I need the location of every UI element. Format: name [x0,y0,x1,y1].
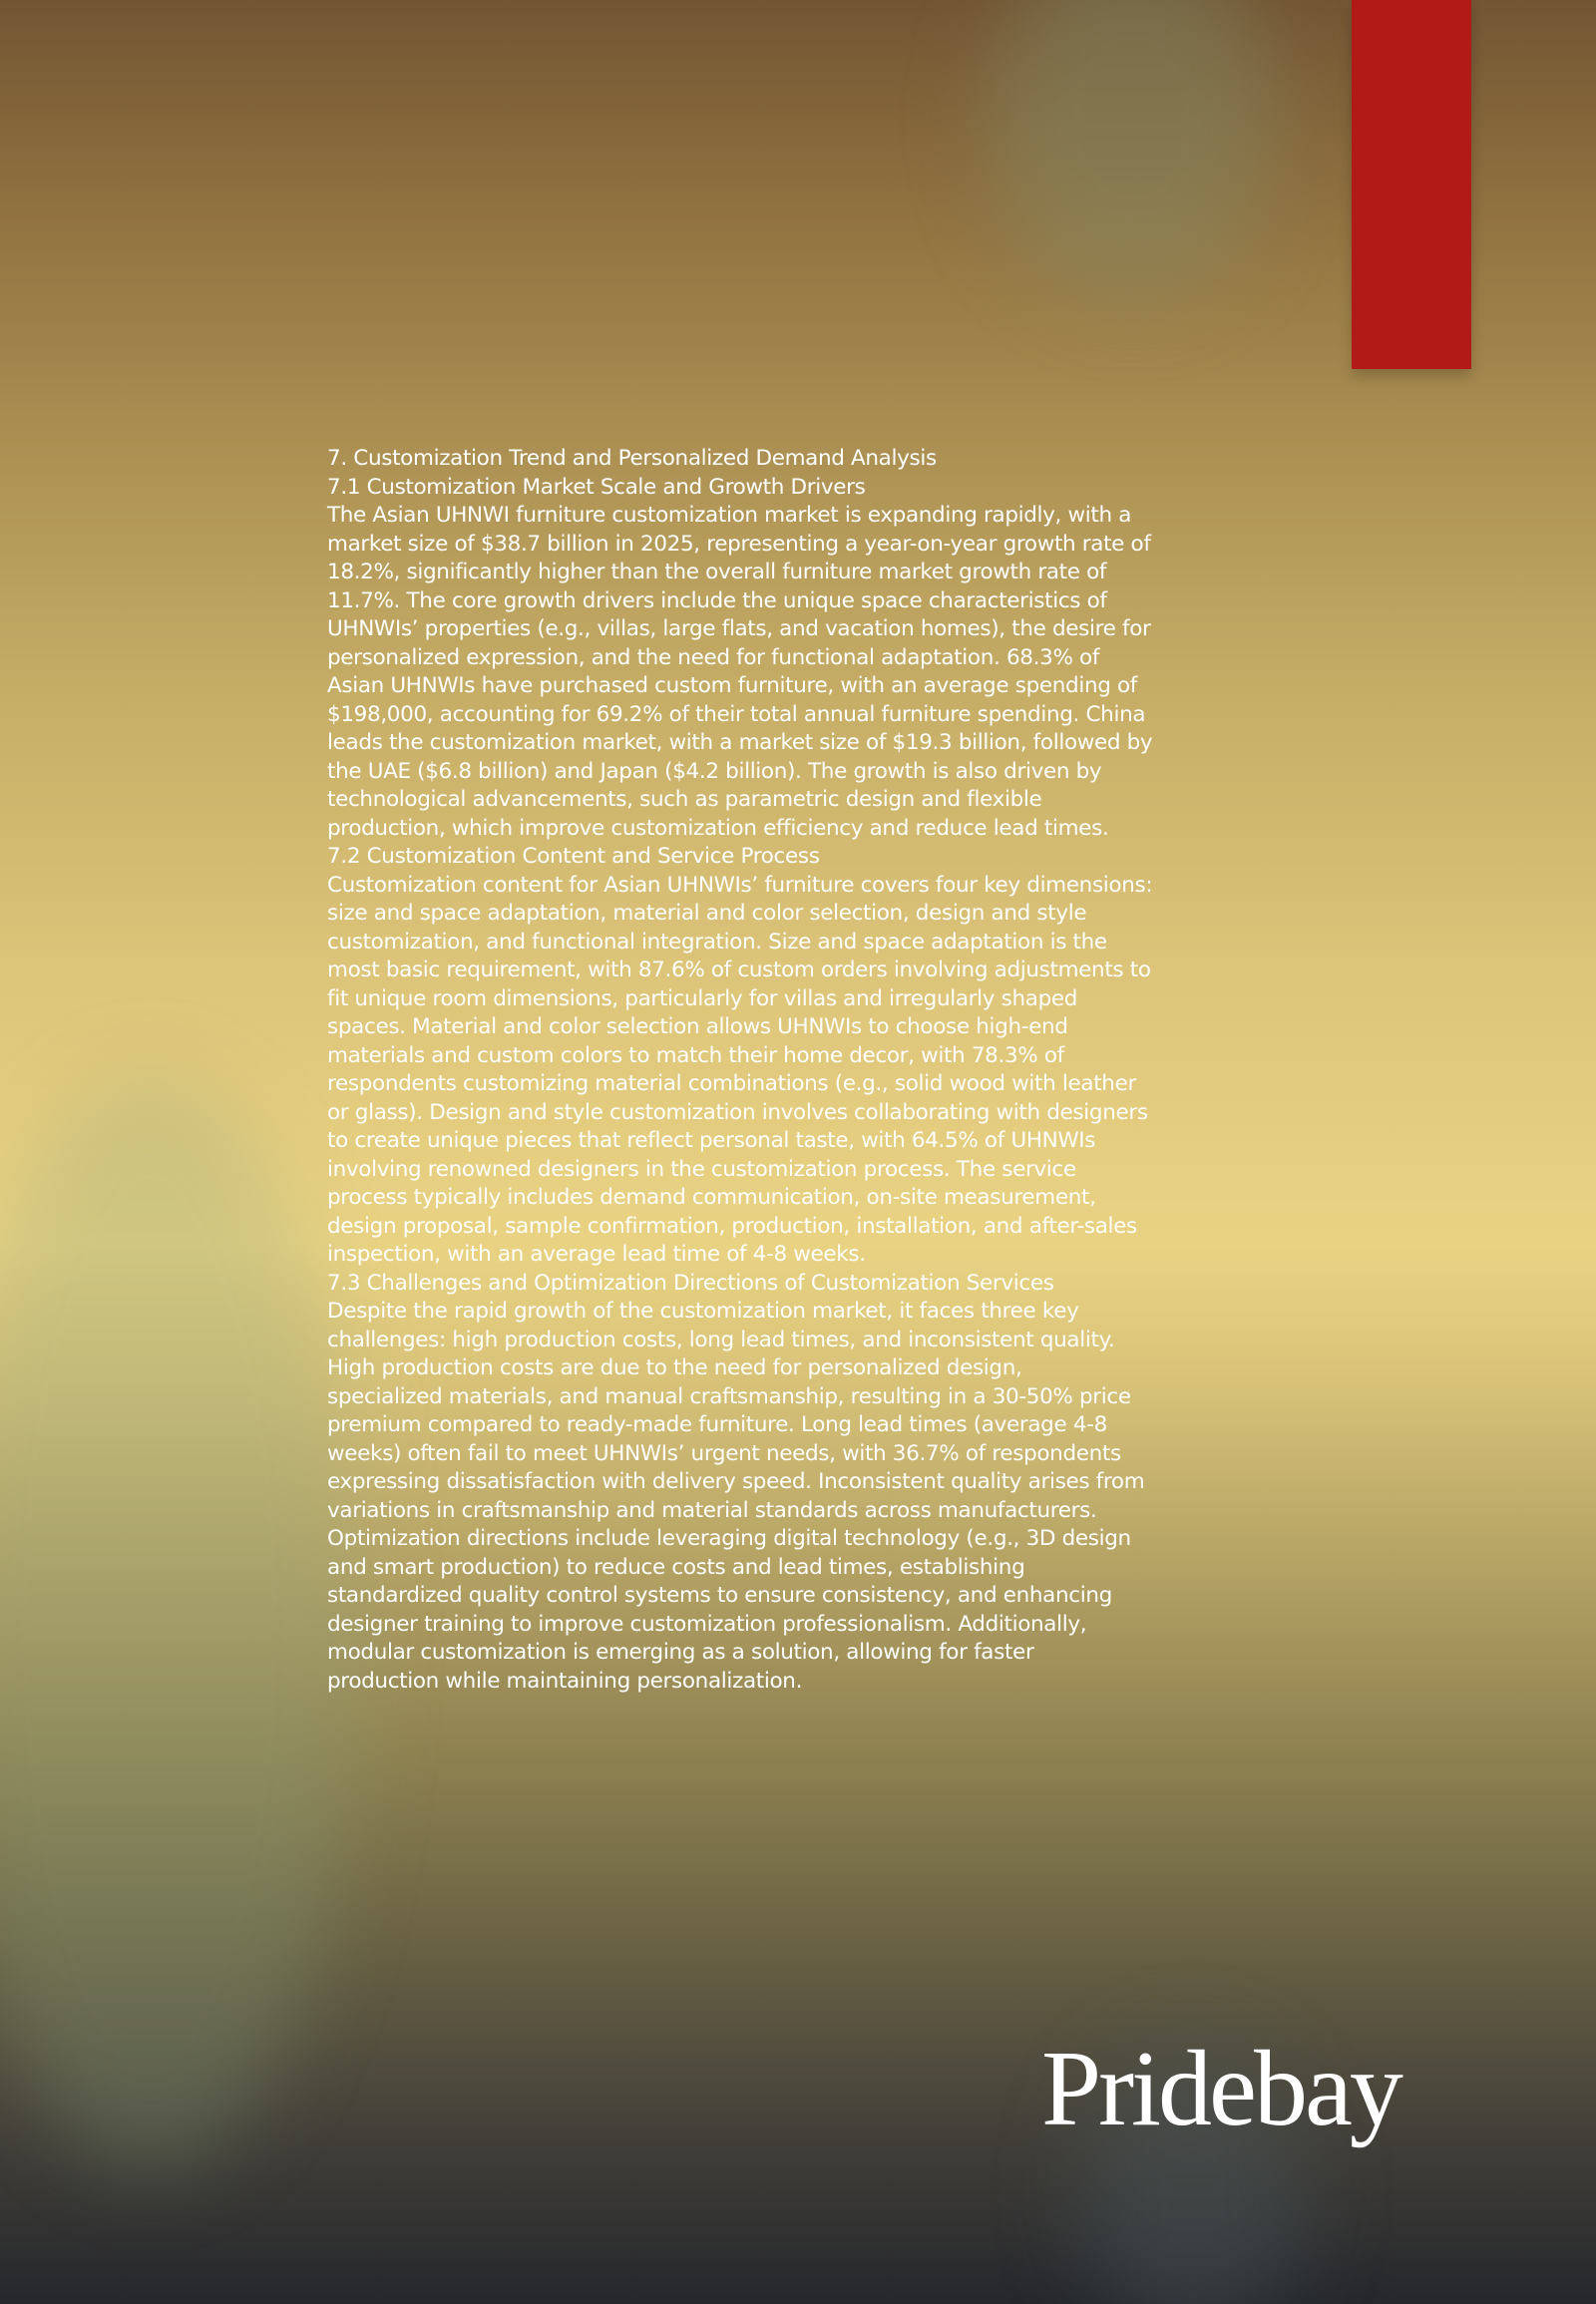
section-7-3-heading: 7.3 Challenges and Optimization Directions of Customization Services [327,1270,1054,1296]
document-content [327,445,1225,1696]
red-accent-bar [1352,0,1471,369]
section-7-1-body: The Asian UHNWI furniture customization market is expanding rapidly, with a market size of $38.7 billion in 2025, representing a year-on-year growth rate of 18.2%, significantly higher than the overall furniture market growth rate of 11.7%. The core growth drivers include the unique space characteristics of UHNWIs’ properties (e.g., villas, large flats, and vacation homes), the desire for personalized expression, and the need for functional adaptation. 68.3% of Asian UHNWIs have purchased custom furniture, with an average spending of $198,000, accounting for 69.2% of their total annual furniture spending. China leads the customization market, with a market size of $19.3 billion, followed by the UAE ($6.8 billion) and Japan ($4.2 billion). The growth is also driven by technological advancements, such as parametric design and flexible production, which improve customization efficiency and reduce lead times. [327,503,1153,841]
background-glow-left [0,1077,359,2174]
section-7-1-heading: 7.1 Customization Market Scale and Growth Drivers [327,474,866,500]
section-7-2-body: Customization content for Asian UHNWIs’ furniture covers four key dimensions: size and space adaptation, material and color selection, design and style customization, and functional integration. Size and space adaptation is the most basic requirement, with 87.6% of custom orders involving adjustments to fit unique room dimensions, particularly for villas and irregularly shaped spaces. Material and color selection allows UHNWIs to choose high-end materials and custom colors to match their home decor, with 78.3% of respondents customizing material combinations (e.g., solid wood with leather or glass). Design and style customization involves collaborating with designers to create unique pieces that reflect personal taste, with 64.5% of UHNWIs involving renowned designers in the customization process. The service process typically includes demand communication, on-site measurement, design proposal, sample confirmation, production, installation, and after-sales inspection, with an average lead time of 4-8 weeks. [327,872,1153,1267]
section-7-2-heading: 7.2 Customization Content and Service Process [327,844,820,869]
background-glow-top-right [988,0,1277,299]
section-7-3-body: Despite the rapid growth of the customization market, it faces three key challenges: high production costs, long lead times, and inconsistent quality. High production costs are due to the need for personalized design, specialized materials, and manual craftsmanship, resulting in a 30-50% price premium compared to ready-made furniture. Long lead times (average 4-8 weeks) often fail to meet UHNWIs’ urgent needs, with 36.7% of respondents expressing dissatisfaction with delivery speed. Inconsistent quality arises from variations in craftsmanship and material standards across manufacturers. Optimization directions include leveraging digital technology (e.g., 3D design and smart production) to reduce costs and lead times, establishing standardized quality control systems to ensure consistency, and enhancing designer training to improve customization professionalism. Additionally, modular customization is emerging as a solution, allowing for faster production while maintaining personalization. [327,1299,1145,1694]
brand-logo: Pridebay [1041,2030,1400,2148]
section-7-heading: 7. Customization Trend and Personalized Demand Analysis [327,446,937,471]
